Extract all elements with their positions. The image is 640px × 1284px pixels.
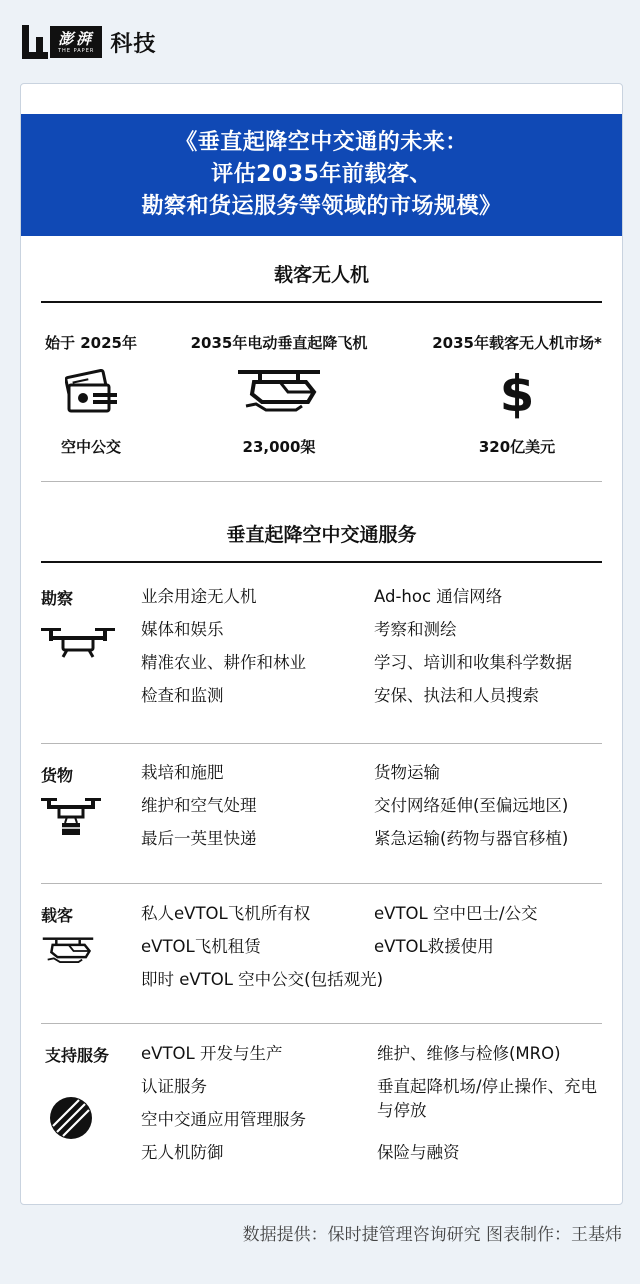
- support-services-icon: [49, 1096, 93, 1144]
- category-name-support: 支持服务: [45, 1046, 110, 1065]
- stat-label: 始于 2025年: [45, 334, 137, 352]
- list-item: 最后一英里快递: [141, 829, 257, 848]
- brand-header: [22, 22, 156, 62]
- brand-text: 科技: [110, 31, 157, 57]
- section-title-passenger-drones: 载客无人机: [273, 264, 369, 286]
- list-item: 维护、维修与检修(MRO): [377, 1044, 561, 1063]
- list-item: 即时 eVTOL 空中公交(包括观光): [141, 970, 384, 989]
- stat-market-size: [407, 332, 623, 457]
- list-item: eVTOL 空中巴士/公交: [374, 904, 538, 923]
- list-item: 无人机防御: [141, 1143, 224, 1162]
- stat-start-year: [20, 332, 191, 457]
- list-item: 紧急运输(药物与器官移植): [374, 829, 569, 848]
- divider: [41, 561, 602, 563]
- thepaper-logo: [50, 26, 102, 58]
- title-line-1: 《垂直起降空中交通的未来：: [175, 130, 468, 155]
- logo-text: 澎湃: [58, 30, 95, 48]
- infographic-card: [20, 83, 623, 1205]
- stat-value: 320亿美元: [478, 438, 556, 456]
- drone-icon: [41, 624, 115, 664]
- evtol-icon: [169, 362, 389, 422]
- category-name-cargo: 货物: [41, 766, 74, 785]
- stat-label: 2035年载客无人机市场*: [432, 334, 602, 352]
- list-item: 栽培和施肥: [141, 763, 224, 782]
- list-item: 精准农业、耕作和林业: [141, 653, 306, 672]
- evtol-icon: [41, 935, 95, 971]
- list-item: 检查和监测: [141, 686, 224, 705]
- stat-value: 空中公交: [60, 438, 121, 456]
- divider: [41, 1023, 602, 1024]
- stat-evtol-count: [169, 332, 389, 457]
- list-item: 业余用途无人机: [141, 587, 257, 606]
- list-item: 媒体和娱乐: [141, 620, 224, 639]
- list-item: 货物运输: [374, 763, 440, 782]
- list-item: 考察和测绘: [374, 620, 457, 639]
- list-item: eVTOL飞机租赁: [141, 937, 261, 956]
- divider: [41, 301, 602, 303]
- list-item: 认证服务: [141, 1077, 207, 1096]
- bus-ticket-icon: [20, 362, 191, 422]
- list-item: 私人eVTOL飞机所有权: [141, 904, 311, 923]
- list-item: 学习、培训和收集科学数据: [374, 653, 572, 672]
- list-item: 保险与融资: [377, 1143, 460, 1162]
- title-banner: [21, 114, 622, 236]
- source-credit: 数据提供：保时捷管理咨询研究 图表制作：王基炜: [242, 1225, 622, 1245]
- divider: [41, 743, 602, 744]
- section-title-vtol-services: 垂直起降空中交通服务: [226, 524, 417, 546]
- list-item: eVTOL救援使用: [374, 937, 494, 956]
- divider: [41, 883, 602, 884]
- category-name-passenger: 载客: [41, 906, 74, 925]
- stat-label: 2035年电动垂直起降飞机: [190, 334, 368, 352]
- list-item: 空中交通应用管理服务: [141, 1110, 306, 1129]
- list-item: 垂直起降机场/停止操作、充电与停放: [377, 1077, 598, 1120]
- title-line-3: 勘察和货运服务等领域的市场规模》: [141, 194, 502, 219]
- list-item: 交付网络延伸(至偏远地区): [374, 796, 569, 815]
- logo-subtext: THE PAPER: [58, 48, 95, 54]
- title-line-2: 评估2035年前载客、: [211, 162, 432, 187]
- brand-mark-icon: [22, 25, 48, 59]
- list-item: 维护和空气处理: [141, 796, 257, 815]
- list-item: eVTOL 开发与生产: [141, 1044, 283, 1063]
- cargo-drone-icon: [41, 795, 101, 841]
- list-item: 安保、执法和人员搜索: [374, 686, 539, 705]
- stat-value: 23,000架: [242, 438, 316, 456]
- dollar-icon: [407, 362, 623, 422]
- svg-text:$: $: [499, 365, 535, 419]
- list-item: Ad-hoc 通信网络: [374, 587, 503, 606]
- divider: [41, 481, 602, 482]
- category-name-survey: 勘察: [41, 589, 74, 608]
